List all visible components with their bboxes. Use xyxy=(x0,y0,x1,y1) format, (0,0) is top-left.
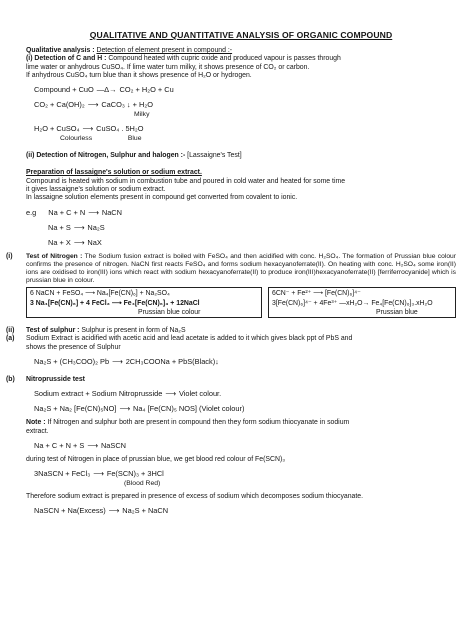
c-h-heading-line xyxy=(26,55,456,63)
nitroprusside-eq-2: Na₂S + Na₂ [Fe(CN)₅NO] ⟶ Na₄ [Fe(CN)₅ NOS] (Violet colour) xyxy=(34,404,245,414)
box-right-label: Prussian blue xyxy=(376,309,418,317)
prep-line-1: Compound is heated with sodium in combustion tube and poured in cold water and heated for some time xyxy=(26,177,346,185)
note-line-2: extract. xyxy=(26,427,49,435)
box-right-eq-1: 6CN⁻ + Fe²⁺ ⟶ [Fe(CN)₆]⁴⁻ xyxy=(272,290,361,298)
sulphur-heading: Test of sulphur : xyxy=(26,327,80,335)
nitrogen-test-section xyxy=(6,252,456,285)
c-h-line-1: Compound heated with cupric oxide and produced vapour is passes through xyxy=(108,55,341,63)
nitroprusside-heading-line xyxy=(6,375,456,384)
c-h-line-2: lime water or anhydrous CuSO₄. If lime water turn milky, it shows presence of CO₂ or carbon. xyxy=(26,63,310,71)
nitroprusside-num: (b) xyxy=(6,375,15,383)
box-left-label: Prussian blue colour xyxy=(138,309,201,317)
note-line-1: Note : If Nitrogen and sulphur both are present in compound then they form sodium thiocyanate in sodium xyxy=(26,419,350,427)
sulphur-text: Sulphur is present in form of Na₂S xyxy=(81,327,186,335)
equation-cuso4: H₂O + CuSO₄ ⟶ CuSO₄ . 5H₂O xyxy=(34,124,144,134)
lassaigne-test-ref: [Lassaigne's Test] xyxy=(187,152,242,160)
qualitative-analysis-text: Detection of element present in compound :- xyxy=(96,47,233,54)
preparation-heading: Preparation of lassaigne's solution or sodium extract. xyxy=(26,169,202,177)
box-right-eq-2: 3[Fe(CN)₆]⁴⁻ + 4Fe³⁺ —xH₂O→ Fe₄[Fe(CN)₆]₃.xH₂O xyxy=(272,299,433,307)
qualitative-analysis-label: Qualitative analysis : xyxy=(26,47,95,54)
equation-cuo: Compound + CuO —Δ→ CO₂ + H₂O + Cu xyxy=(34,85,174,95)
example-eq-2: Na + S ⟶ Na₂S xyxy=(48,222,105,232)
c-h-line-3: If anhydrous CuSO₄ turn blue than it shows presence of H₂O or hydrogen. xyxy=(26,71,252,79)
example-eq-3: Na + X ⟶ NaX xyxy=(48,237,102,247)
box-left-eq-2: 3 Na₄[Fe(CN)₆] + 4 FeCl₃ ⟶ Fe₄[Fe(CN)₆]₃ + 12NaCl xyxy=(30,299,200,307)
nitrogen-equation-boxes xyxy=(26,287,456,323)
page-title: QUALITATIVE AND QUANTITATIVE ANALYSIS OF ORGANIC COMPOUND xyxy=(89,30,393,40)
nitrogen-box-left xyxy=(26,287,262,318)
nitrogen-heading: Test of Nitrogen : xyxy=(26,252,83,260)
colourless-label: Colourless xyxy=(60,135,93,143)
equation-lead-acetate: Na₂S + (CH₃COO)₂ Pb ⟶ 2CH₃COONa + PbS(Black)↓ xyxy=(34,356,219,366)
blood-red-label: (Blood Red) xyxy=(124,480,161,488)
nsx-heading: (ii) Detection of Nitrogen, Sulphur and halogen :- xyxy=(26,152,186,160)
during-test-line: during test of Nitrogen in place of prussian blue, we get blood red colour of Fe(SCN)₃ xyxy=(26,455,286,463)
blue-label: Blue xyxy=(127,135,142,143)
equation-lime-water: CO₂ + Ca(OH)₂ ⟶ CaCO₃ ↓ + H₂O xyxy=(34,100,153,110)
prep-line-2: it gives lassaigne's solution or sodium extract. xyxy=(26,186,166,194)
sulphur-a-line-1: Sodium Extract is acidified with acetic acid and lead acetate is added to it which gives black ppt of PbS and xyxy=(26,335,353,343)
c-h-heading: (i) Detection of C and H : xyxy=(26,55,107,63)
thiocyanate-eq: Na + C + N + S ⟶ NaSCN xyxy=(34,440,126,450)
nitrogen-box-right xyxy=(268,287,456,318)
note-label: Note : xyxy=(26,419,46,427)
blood-red-eq: 3NaSCN + FeCl₃ ⟶ Fe(SCN)₃ + 3HCl xyxy=(34,469,164,479)
prep-line-3: In lassaigne solution elements present in compound get converted from covalent to ionic. xyxy=(26,194,298,202)
sulphur-a-line xyxy=(6,335,456,343)
sulphur-num: (ii) xyxy=(6,327,15,335)
therefore-line: Therefore sodium extract is prepared in presence of excess of sodium which decomposes sodium thiocyanate. xyxy=(26,493,364,501)
excess-sodium-eq: NaSCN + Na(Excess) ⟶ Na₂S + NaCN xyxy=(34,506,169,516)
cuso4-labels xyxy=(60,134,456,143)
example-eq-1: e.g Na + C + N ⟶ NaCN xyxy=(26,207,122,217)
nitroprusside-eq-1: Sodium extract + Sodium Nitroprusside ⟶ Violet colour. xyxy=(34,389,222,399)
sulphur-a-num: (a) xyxy=(6,335,15,343)
box-left-eq-1: 6 NaCN + FeSO₄ ⟶ Na₄[Fe(CN)₆] + Na₂SO₄ xyxy=(30,290,170,298)
nitroprusside-heading: Nitroprusside test xyxy=(26,375,85,383)
milky-label: Milky xyxy=(134,111,150,119)
qualitative-analysis-line xyxy=(26,47,456,55)
nitrogen-text: The Sodium fusion extract is boiled with FeSO₄ and then acidified with conc. H₂SO₄. The formation of Prussian blue colour confirms the presence of nitrogen. NaCN first reacts FeSO₄ and forms sodium hexacyanoferrate(II). On heating with conc. H₂SO₄ some iron(II) ions are oxidised to iron(III) ions which react with sodium hexacyanoferrate(II) to produce iron(III)hexacyanoferrate(II) [ferriferrocyanide] which is prussian blue in colour. xyxy=(26,252,456,284)
nitrogen-num: (i) xyxy=(6,252,13,260)
sulphur-a-line-2: shows the presence of Sulphur xyxy=(26,343,121,351)
nsx-heading-line xyxy=(26,152,456,160)
sulphur-test-line xyxy=(6,327,456,335)
